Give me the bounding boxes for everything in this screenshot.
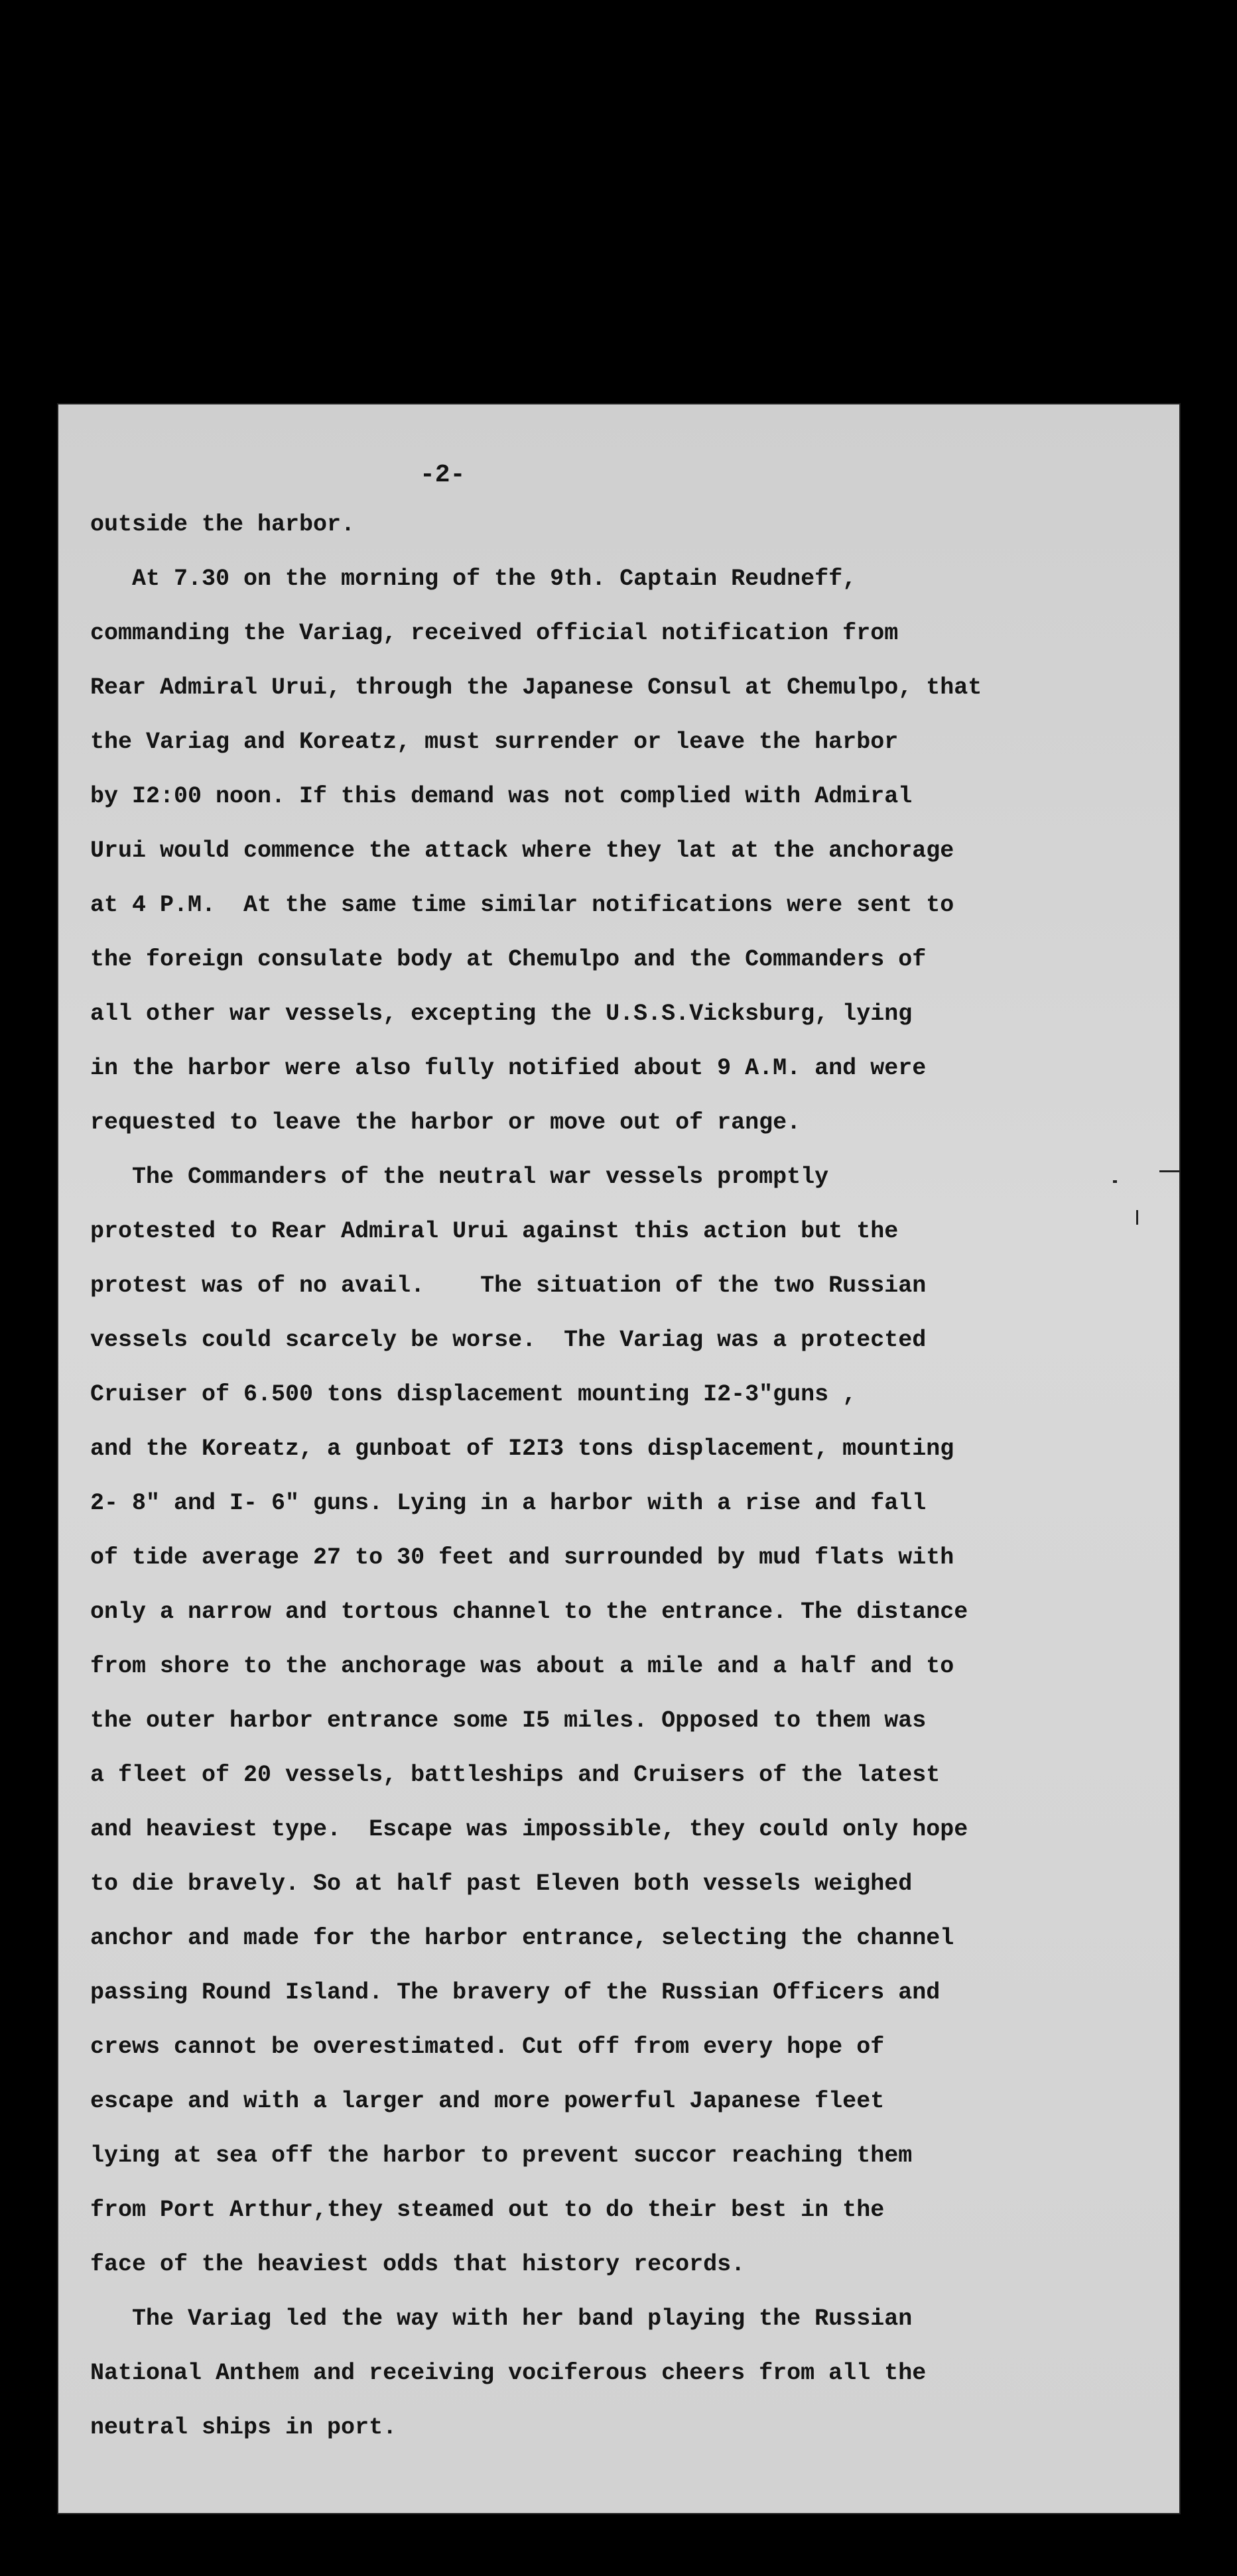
document-page — [58, 404, 1179, 2513]
text-line: neutral ships in port. — [90, 2414, 397, 2441]
text-line: protested to Rear Admiral Urui against this action but the — [90, 1218, 899, 1245]
text-line: outside the harbor. — [90, 511, 356, 538]
margin-mark — [1159, 1170, 1179, 1172]
text-line: passing Round Island. The bravery of the Russian Officers and — [90, 1979, 941, 2006]
text-line: the Variag and Koreatz, must surrender or leave the harbor — [90, 729, 899, 755]
text-line: and the Koreatz, a gunboat of I2I3 tons displacement, mounting — [90, 1436, 954, 1462]
text-line: only a narrow and tortous channel to the entrance. The distance — [90, 1599, 968, 1625]
text-line: all other war vessels, excepting the U.S.S.Vicksburg, lying — [90, 1001, 913, 1027]
text-line: and heaviest type. Escape was impossible, they could only hope — [90, 1816, 968, 1843]
text-line: requested to leave the harbor or move out of range. — [90, 1109, 801, 1136]
text-line: escape and with a larger and more powerful Japanese fleet — [90, 2088, 885, 2115]
text-line: from Port Arthur,they steamed out to do their best in the — [90, 2197, 885, 2223]
body-text — [90, 497, 1158, 2455]
text-line: lying at sea off the harbor to prevent succor reaching them — [90, 2142, 913, 2169]
text-line: 2- 8" and I- 6" guns. Lying in a harbor with a rise and fall — [90, 1490, 927, 1516]
text-line: Rear Admiral Urui, through the Japanese Consul at Chemulpo, that — [90, 674, 982, 701]
text-line: the outer harbor entrance some I5 miles. Opposed to them was — [90, 1707, 927, 1734]
text-line: from shore to the anchorage was about a mile and a half and to — [90, 1653, 954, 1680]
margin-mark — [1113, 1180, 1117, 1183]
text-line: by I2:00 noon. If this demand was not complied with Admiral — [90, 783, 913, 810]
text-line: protest was of no avail. The situation of the two Russian — [90, 1272, 927, 1299]
text-line: The Variag led the way with her band playing the Russian — [90, 2305, 913, 2332]
page-number: -2- — [420, 461, 466, 489]
text-line: Urui would commence the attack where they lat at the anchorage — [90, 837, 954, 864]
text-line: the foreign consulate body at Chemulpo and the Commanders of — [90, 946, 927, 973]
text-line: a fleet of 20 vessels, battleships and Cruisers of the latest — [90, 1762, 941, 1788]
text-line: Cruiser of 6.500 tons displacement mounting I2-3"guns , — [90, 1381, 857, 1408]
text-line: National Anthem and receiving vociferous cheers from all the — [90, 2360, 927, 2386]
text-line: at 4 P.M. At the same time similar notifications were sent to — [90, 892, 954, 918]
text-line: vessels could scarcely be worse. The Variag was a protected — [90, 1327, 927, 1353]
text-line: in the harbor were also fully notified about 9 A.M. and were — [90, 1055, 927, 1081]
text-line: face of the heaviest odds that history records. — [90, 2251, 746, 2278]
text-line: anchor and made for the harbor entrance, selecting the channel — [90, 1925, 954, 1951]
text-line: At 7.30 on the morning of the 9th. Captain Reudneff, — [90, 566, 857, 592]
margin-mark — [1136, 1210, 1138, 1225]
text-line: The Commanders of the neutral war vessels promptly — [90, 1164, 829, 1190]
text-line: to die bravely. So at half past Eleven both vessels weighed — [90, 1871, 913, 1897]
text-line: commanding the Variag, received official notification from — [90, 620, 899, 646]
text-line: of tide average 27 to 30 feet and surrounded by mud flats with — [90, 1544, 954, 1571]
text-line: crews cannot be overestimated. Cut off from every hope of — [90, 2034, 885, 2060]
